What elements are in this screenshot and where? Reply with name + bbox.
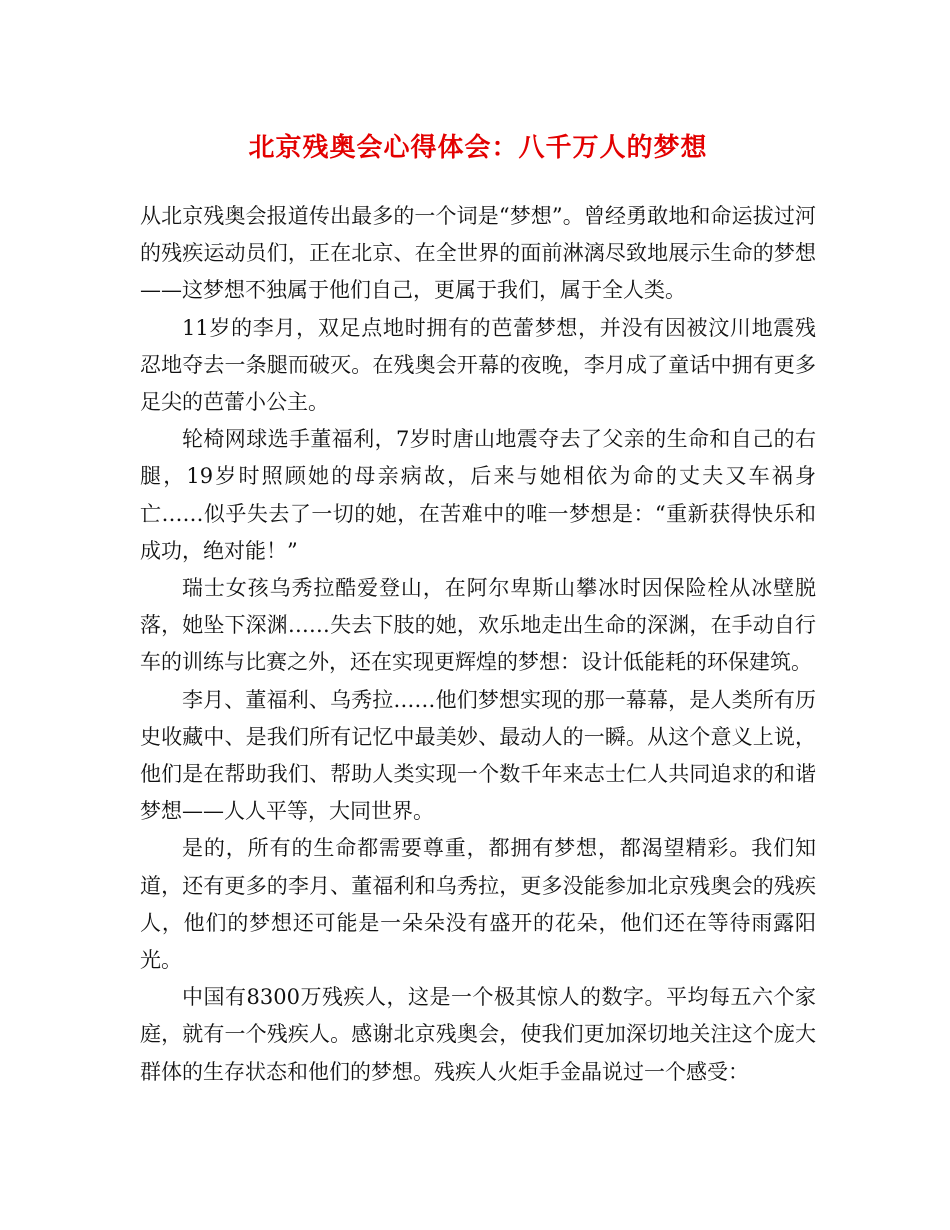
paragraph-1: 从北京残奥会报道传出最多的一个词是“梦想”。曾经勇敢地和命运拔过河的残疾运动员们，正在北京、在全世界的面前淋漓尽致地展示生命的梦想——这梦想不独属于他们自己，更属于我们，属于全人类。 [140,204,816,303]
paragraph-4: 瑞士女孩乌秀拉酷爱登山，在阿尔卑斯山攀冰时因保险栓从冰壁脱落，她坠下深渊……失去下肢的她，欢乐地走出生命的深渊，在手动自行车的训练与比赛之外，还在实现更辉煌的梦想：设计低能耗的环保建筑。 [140,576,816,675]
paragraph-3: 轮椅网球选手董福利，7岁时唐山地震夺去了父亲的生命和自己的右腿，19岁时照顾她的母亲病故，后来与她相依为命的丈夫又车祸身亡……似乎失去了一切的她，在苦难中的唯一梦想是：“重新获得快乐和成功，绝对能！” [140,427,816,563]
paragraph-5: 李月、董福利、乌秀拉……他们梦想实现的那一幕幕，是人类所有历史收藏中、是我们所有记忆中最美妙、最动人的一瞬。从这个意义上说，他们是在帮助我们、帮助人类实现一个数千年来志士仁人共同追求的和谐梦想——人人平等，大同世界。 [140,687,816,824]
document-body [140,198,816,1091]
paragraph-2: 11岁的李月，双足点地时拥有的芭蕾梦想，并没有因被汶川地震残忍地夺去一条腿而破灭。在残奥会开幕的夜晚，李月成了童话中拥有更多足尖的芭蕾小公主。 [140,315,816,415]
paragraph-7: 中国有8300万残疾人，这是一个极其惊人的数字。平均每五六个家庭，就有一个残疾人。感谢北京残奥会，使我们更加深切地关注这个庞大群体的生存状态和他们的梦想。残疾人火炬手金晶说过一个感受： [140,985,816,1084]
paragraph-6: 是的，所有的生命都需要尊重，都拥有梦想，都渴望精彩。我们知道，还有更多的李月、董福利和乌秀拉，更多没能参加北京残奥会的残疾人，他们的梦想还可能是一朵朵没有盛开的花朵，他们还在等待雨露阳光。 [140,836,816,973]
document-title: 北京残奥会心得体会：八千万人的梦想 [248,133,708,163]
